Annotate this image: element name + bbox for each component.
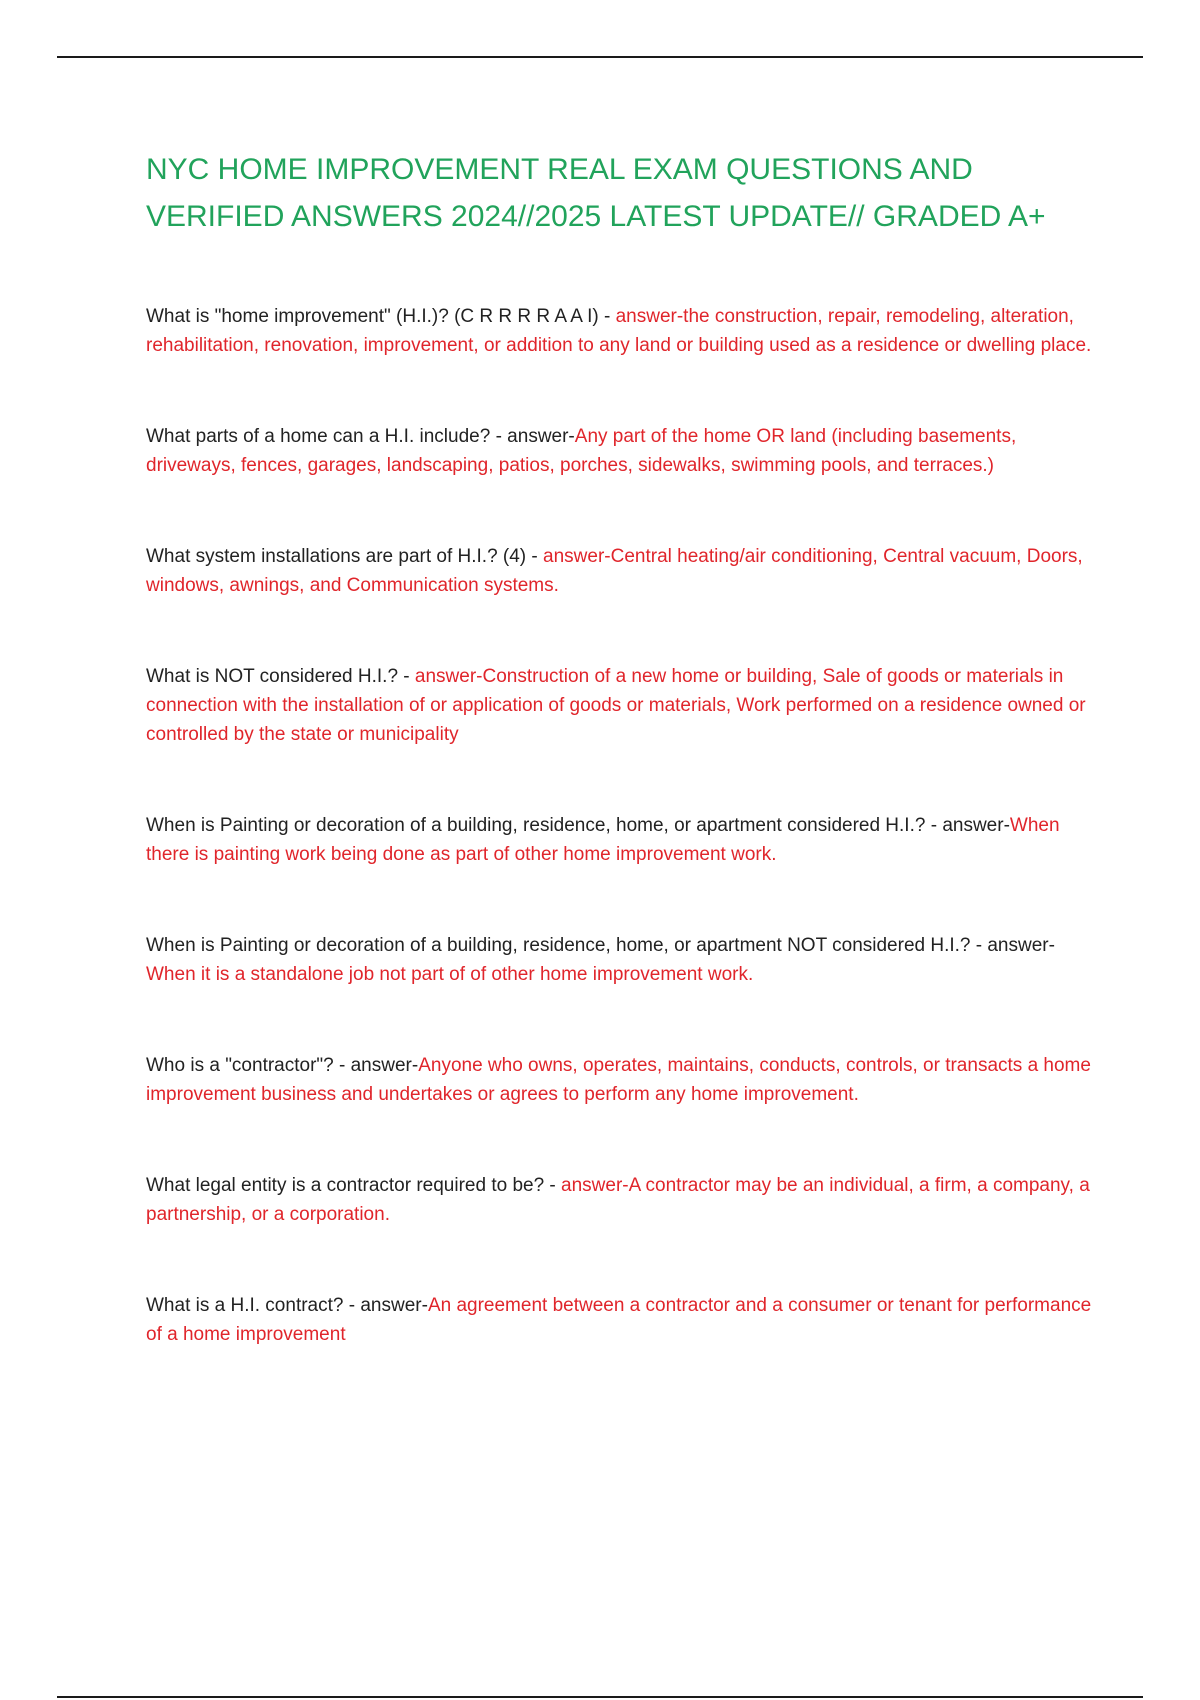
answer-separator: - answer- (925, 815, 1010, 836)
question: What is a H.I. contract? (146, 1295, 344, 1316)
answer: When there is painting work being done as part of other home improvement work. (146, 815, 1060, 865)
answer: answer-Construction of a new home or building, Sale of goods or materials in connection with the installation of or application of goods or materials, Work performed on a residence owned or controlled by the state or municipality (146, 666, 1086, 745)
question: What is "home improvement" (H.I.)? (C R R R R A A I) (146, 306, 599, 327)
bottom-rule (57, 1696, 1143, 1698)
answer: answer-A contractor may be an individual, a firm, a company, a partnership, or a corporation. (146, 1175, 1090, 1225)
answer-separator: - (544, 1175, 562, 1196)
answer-separator: - answer- (343, 1295, 428, 1316)
qa-item-1 (146, 302, 1096, 360)
document-body (146, 146, 1096, 1411)
top-rule (57, 56, 1143, 58)
qa-item-8 (146, 1171, 1096, 1229)
answer: Any part of the home OR land (including basements, driveways, fences, garages, landscaping, patios, porches, sidewalks, swimming pools, and terraces.) (146, 426, 1017, 476)
question: Who is a "contractor"? (146, 1055, 334, 1076)
answer-separator: - answer- (333, 1055, 419, 1076)
answer: answer-the construction, repair, remodeling, alteration, rehabilitation, renovation, improvement, or addition to any land or building used as a residence or dwelling place. (146, 306, 1092, 356)
answer: When it is a standalone job not part of of other home improvement work. (146, 964, 754, 985)
answer-separator: - (598, 306, 616, 327)
question: When is Painting or decoration of a building, residence, home, or apartment considered H.I.? (146, 815, 926, 836)
qa-item-9 (146, 1291, 1096, 1349)
question: What system installations are part of H.I.? (4) (146, 546, 527, 567)
answer-separator: - answer- (970, 935, 1055, 956)
answer: An agreement between a contractor and a consumer or tenant for performance of a home improvement (146, 1295, 1092, 1345)
answer: answer-Central heating/air conditioning, Central vacuum, Doors, windows, awnings, and Communication systems. (146, 546, 1083, 596)
qa-item-2 (146, 422, 1096, 480)
qa-item-3 (146, 542, 1096, 600)
qa-item-4 (146, 662, 1096, 749)
answer-separator: - (526, 546, 544, 567)
answer: Anyone who owns, operates, maintains, conducts, controls, or transacts a home improvement business and undertakes or agrees to perform any home improvement. (146, 1055, 1091, 1105)
qa-item-7 (146, 1051, 1096, 1109)
qa-item-5 (146, 811, 1096, 869)
answer-separator: - (398, 666, 415, 687)
question: When is Painting or decoration of a building, residence, home, or apartment NOT considered H.I.? (146, 935, 971, 956)
document-title: NYC HOME IMPROVEMENT REAL EXAM QUESTIONS AND VERIFIED ANSWERS 2024//2025 LATEST UPDATE// GRADED A+ (146, 153, 1046, 233)
question: What is NOT considered H.I.? (146, 666, 399, 687)
question: What legal entity is a contractor required to be? (146, 1175, 545, 1196)
answer-separator: - answer- (490, 426, 575, 447)
qa-item-6 (146, 931, 1096, 989)
question: What parts of a home can a H.I. include? (146, 426, 491, 447)
